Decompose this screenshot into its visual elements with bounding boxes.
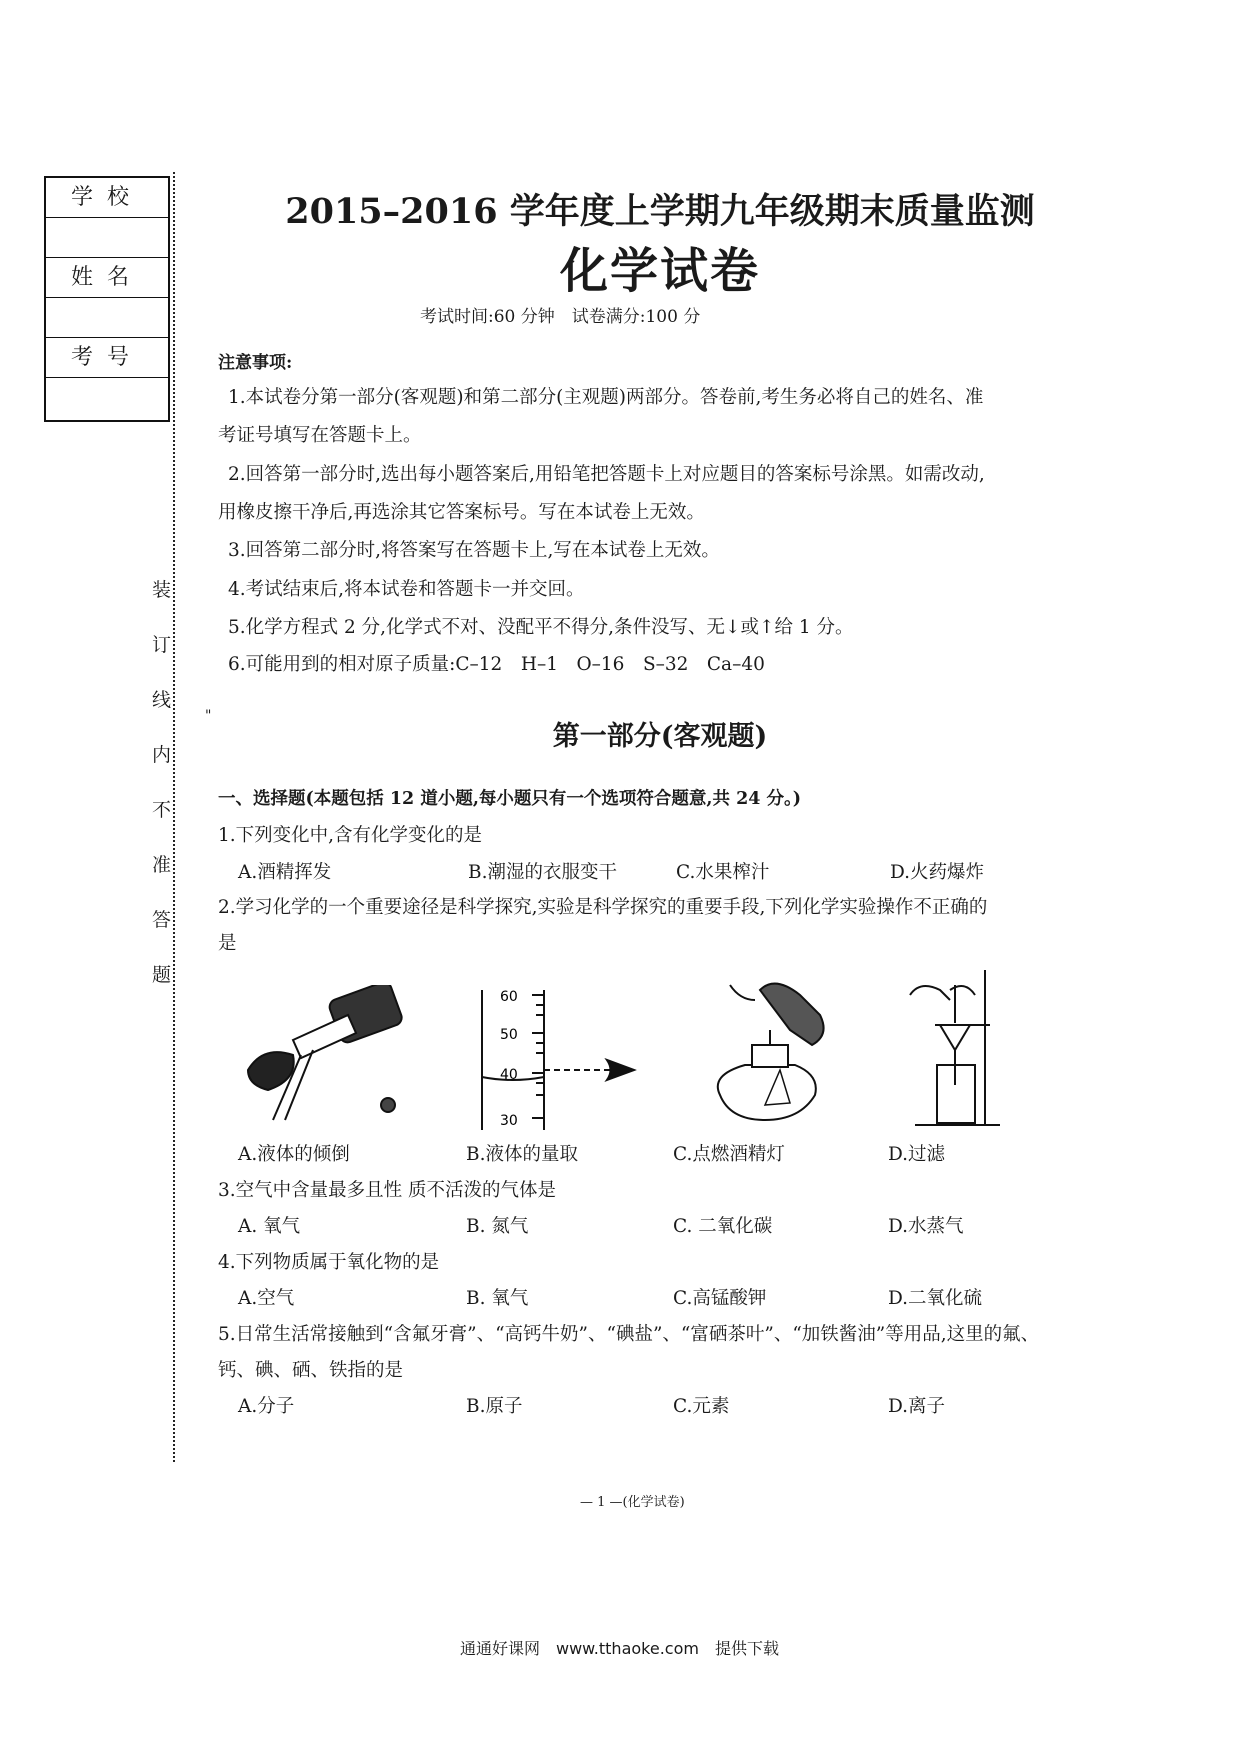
cylinder-tick-label: 30	[500, 1113, 518, 1129]
notice-line: 1.本试卷分第一部分(客观题)和第二部分(主观题)两部分。答卷前,考生务必将自己的姓名、准	[228, 387, 984, 408]
section-heading: 一、选择题(本题包括 12 道小题,每小题只有一个选项符合题意,共 24 分。)	[218, 789, 802, 809]
option-a[interactable]: A.酒精挥发	[238, 862, 332, 883]
page-number: — 1 —(化学试卷)	[580, 1495, 685, 1510]
notice-line: 3.回答第二部分时,将答案写在答题卡上,写在本试卷上无效。	[228, 540, 720, 561]
notice-line: 用橡皮擦干净后,再选涂其它答案标号。写在本试卷上无效。	[218, 502, 705, 523]
binding-char: 线	[152, 689, 172, 711]
option-c[interactable]: C.点燃酒精灯	[673, 1144, 785, 1165]
exam-info: 考试时间:60 分钟 试卷满分:100 分	[420, 307, 701, 327]
notice-line: 2.回答第一部分时,选出每小题答案后,用铅笔把答题卡上对应题目的答案标号涂黑。如需改动,	[228, 464, 985, 485]
option-d[interactable]: D.过滤	[888, 1144, 946, 1165]
option-c[interactable]: C.高锰酸钾	[673, 1288, 767, 1309]
exam-subtitle: 化学试卷	[559, 243, 760, 299]
option-b[interactable]: B.液体的量取	[466, 1144, 578, 1165]
option-a[interactable]: A. 氧气	[238, 1216, 301, 1237]
option-d[interactable]: D.离子	[888, 1396, 946, 1417]
cylinder-tick-label: 60	[500, 989, 518, 1005]
filtration-figure	[895, 965, 1015, 1130]
student-info-box	[44, 176, 170, 422]
option-c[interactable]: C.水果榨汁	[676, 862, 770, 883]
binding-char: 题	[152, 964, 172, 986]
exam-title: 2015–2016 学年度上学期九年级期末质量监测	[285, 191, 1035, 232]
notice-line: 6.可能用到的相对原子质量:C–12 H–1 O–16 S–32 Ca–40	[228, 654, 765, 675]
school-label: 学校	[46, 178, 168, 218]
stray-mark: "	[205, 708, 212, 724]
option-a[interactable]: A.分子	[238, 1396, 295, 1417]
binding-line	[173, 172, 175, 1462]
notice-line: 4.考试结束后,将本试卷和答题卡一并交回。	[228, 579, 585, 600]
option-d[interactable]: D.火药爆炸	[890, 862, 985, 883]
binding-char: 订	[152, 634, 172, 656]
binding-char: 不	[152, 799, 172, 821]
school-field[interactable]	[46, 218, 168, 258]
binding-char: 答	[152, 909, 172, 931]
name-field[interactable]	[46, 298, 168, 338]
binding-char: 内	[152, 744, 172, 766]
binding-char: 准	[152, 854, 172, 876]
option-b[interactable]: B. 氮气	[466, 1216, 529, 1237]
exam-no-label: 考号	[46, 338, 168, 378]
option-c[interactable]: C. 二氧化碳	[673, 1216, 773, 1237]
graduated-cylinder-figure	[462, 985, 642, 1130]
question-stem: 2.学习化学的一个重要途径是科学探究,实验是科学探究的重要手段,下列化学实验操作不正确的	[218, 897, 988, 918]
part1-title: 第一部分(客观题)	[552, 721, 768, 752]
option-d[interactable]: D.二氧化硫	[888, 1288, 983, 1309]
source-watermark: 通通好课网 www.tthaoke.com 提供下载	[460, 1639, 779, 1658]
exam-no-field[interactable]	[46, 378, 168, 418]
alcohol-lamp-figure	[700, 975, 850, 1130]
option-b[interactable]: B.潮湿的衣服变干	[468, 862, 617, 883]
question-stem: 5.日常生活常接触到“含氟牙膏”、“高钙牛奶”、“碘盐”、“富硒茶叶”、“加铁酱油”等用品,这里的氟、	[218, 1324, 1040, 1345]
binding-char: 装	[152, 579, 172, 601]
liquid-pouring-figure	[238, 985, 408, 1125]
option-d[interactable]: D.水蒸气	[888, 1216, 964, 1237]
notice-line: 5.化学方程式 2 分,化学式不对、没配平不得分,条件没写、无↓或↑给 1 分。	[228, 617, 854, 638]
question-stem: 1.下列变化中,含有化学变化的是	[218, 825, 483, 846]
name-label: 姓名	[46, 258, 168, 298]
notice-line: 考证号填写在答题卡上。	[218, 425, 422, 446]
question-stem-cont: 钙、碘、硒、铁指的是	[218, 1360, 404, 1381]
option-b[interactable]: B. 氧气	[466, 1288, 529, 1309]
question-stem: 4.下列物质属于氧化物的是	[218, 1252, 440, 1273]
option-a[interactable]: A.空气	[238, 1288, 295, 1309]
cylinder-tick-label: 40	[500, 1067, 518, 1083]
option-a[interactable]: A.液体的倾倒	[238, 1144, 350, 1165]
cylinder-tick-label: 50	[500, 1027, 518, 1043]
notice-heading: 注意事项:	[218, 353, 293, 373]
option-c[interactable]: C.元素	[673, 1396, 730, 1417]
question-stem-cont: 是	[218, 933, 237, 954]
question-stem: 3.空气中含量最多且性 质不活泼的气体是	[218, 1180, 557, 1201]
option-b[interactable]: B.原子	[466, 1396, 523, 1417]
